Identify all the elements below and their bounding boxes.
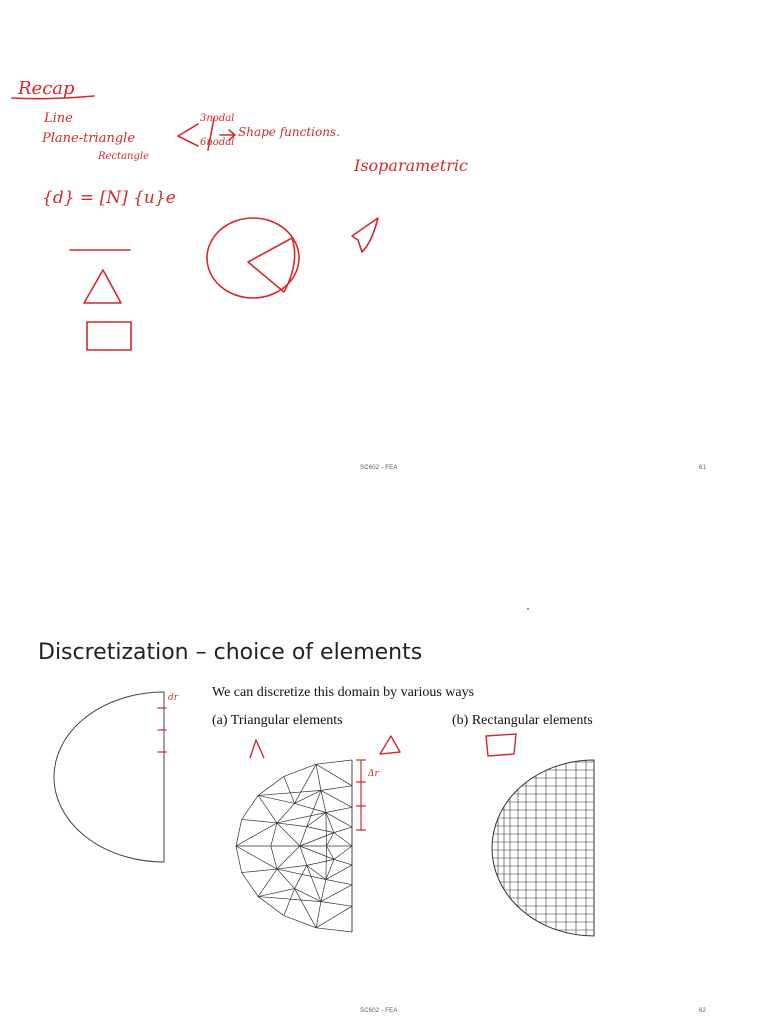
handwritten-sketches [0,0,768,500]
domain-diagrams [0,630,768,1024]
six-nodal-label: 6nodal [200,137,235,148]
footer-course: SC602 - FEA [360,1008,398,1014]
rect-mesh-boundary [492,760,594,936]
circle-domain-sketch [207,218,299,298]
line-label: Line [44,111,73,126]
delta-r-label: Δr [368,769,379,779]
rectangular-mesh [490,758,596,938]
displacement-equation: {d} = [N] {u}e [42,188,176,208]
angle-bracket [178,124,198,146]
plane-triangle-label: Plane-triangle [42,131,136,146]
page-number: 62 [699,1008,707,1014]
quad-icon-sketch [486,734,516,756]
delta-r-ticks [356,760,366,830]
option-triangular: (a) Triangular elements [212,713,343,728]
dr-label: dr [168,693,179,703]
page-number: 61 [699,465,707,471]
stray-dot [527,608,529,610]
triangle-icon-sketches [250,736,400,758]
curved-element-sketch [352,218,378,252]
footer-course: SC602 - FEA [360,465,398,471]
triangle-element-sketch [84,270,121,303]
rectangle-label: Rectangle [98,151,149,162]
recap-heading: Recap [18,78,75,99]
rectangle-element-sketch [87,322,131,350]
option-rectangular: (b) Rectangular elements [452,713,593,728]
circle-sector-sketch [248,238,295,292]
shape-functions-label: Shape functions. [238,125,340,139]
three-nodal-label: 3nodal [200,113,235,124]
slide-title: Discretization – choice of elements [38,640,423,665]
semicircle-domain [54,692,164,862]
isoparametric-label: Isoparametric [354,156,468,175]
slide-61 [0,0,768,500]
intro-text: We can discretize this domain by various ways [212,685,475,700]
slide-62 [0,630,768,1024]
triangular-mesh [236,760,352,932]
dr-ticks [158,708,166,752]
